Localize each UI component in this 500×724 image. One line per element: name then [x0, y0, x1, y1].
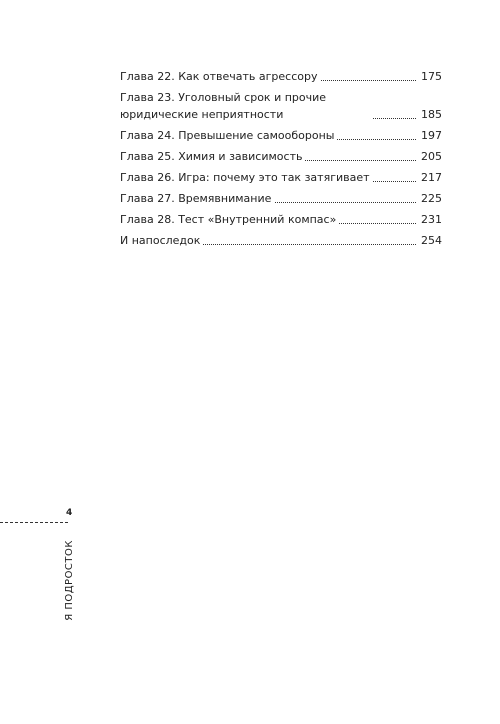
toc-entry-page: 175: [421, 70, 442, 83]
toc-entry-page: 254: [421, 234, 442, 247]
table-of-contents: [120, 68, 442, 253]
toc-entry-page: 197: [421, 129, 442, 142]
toc-entry-page: 231: [421, 213, 442, 226]
toc-entry-afterword: [120, 232, 442, 249]
toc-entry-title: Глава 24. Превышение самообороны: [120, 129, 337, 142]
toc-entry-chapter-22: [120, 68, 442, 85]
toc-entry-title: Глава 28. Тест «Внутренний компас»: [120, 213, 339, 226]
toc-entry-chapter-23: [120, 89, 442, 123]
toc-entry-title: Глава 27. Времявнимание: [120, 192, 274, 205]
toc-entry-chapter-26: [120, 169, 442, 186]
running-header-rule: [0, 522, 68, 523]
toc-entry-title: Глава 23. Уголовный срок и прочие юридические неприятности: [120, 89, 373, 123]
toc-entry-page: 217: [421, 171, 442, 184]
toc-entry-chapter-27: [120, 190, 442, 207]
running-title: Я ПОДРОСТОК: [64, 540, 75, 621]
toc-entry-title: Глава 26. Игра: почему это так затягивает: [120, 171, 373, 184]
toc-entry-title: Глава 25. Химия и зависимость: [120, 150, 305, 163]
toc-entry-chapter-25: [120, 148, 442, 165]
toc-entry-page: 185: [421, 108, 442, 121]
toc-entry-chapter-24: [120, 127, 442, 144]
toc-entry-title: И напоследок: [120, 234, 203, 247]
toc-entry-page: 225: [421, 192, 442, 205]
page-number: 4: [66, 508, 73, 518]
toc-entry-title: Глава 22. Как отвечать агрессору: [120, 70, 320, 83]
toc-entry-chapter-28: [120, 211, 442, 228]
toc-entry-page: 205: [421, 150, 442, 163]
